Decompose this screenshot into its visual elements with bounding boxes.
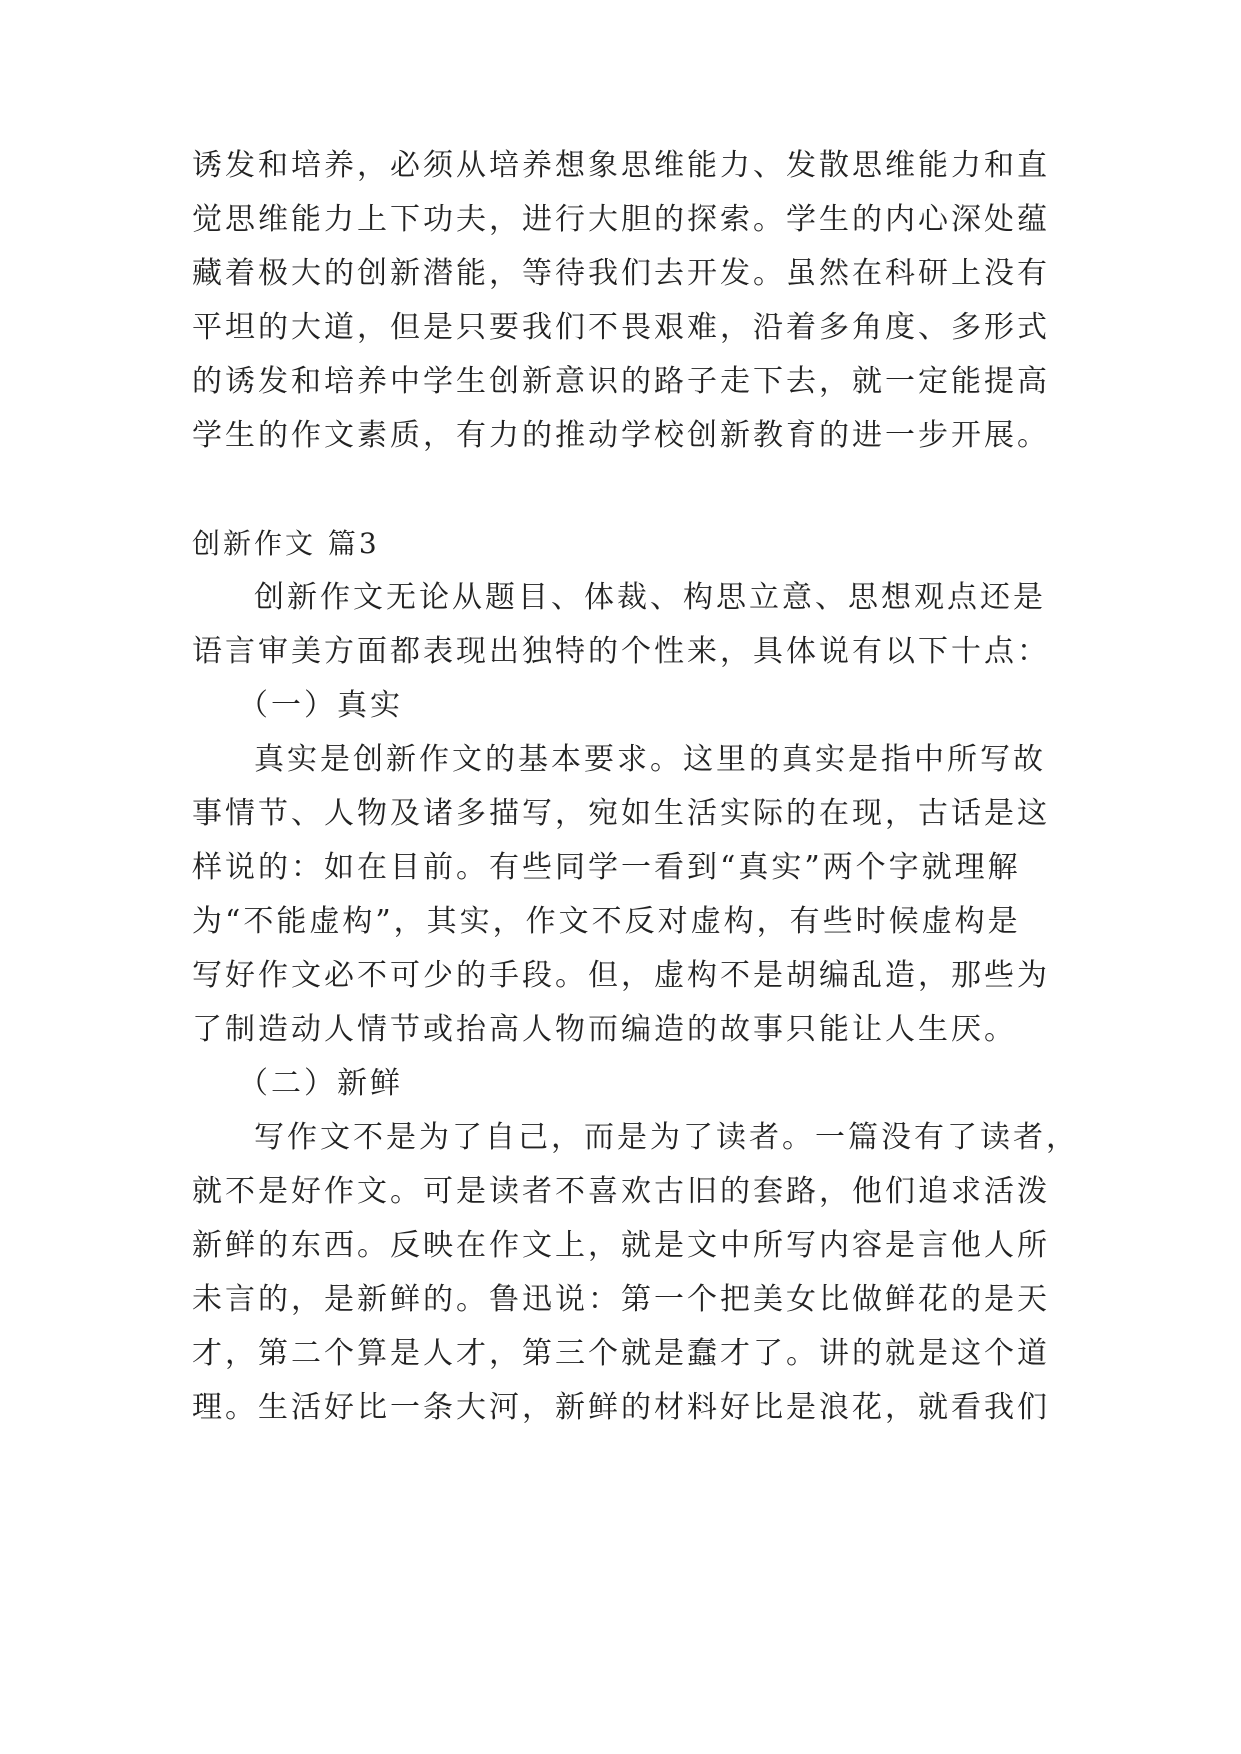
- point-1-line-2: 事情节、人物及诸多描写，宛如生活实际的在现，古话是这: [192, 796, 1050, 831]
- intro-line-2: 语言审美方面都表现出独特的个性来，具体说有以下十点：: [192, 634, 1050, 669]
- point-2-line-3: 新鲜的东西。反映在作文上，就是文中所写内容是言他人所: [192, 1228, 1050, 1263]
- point-2-line-1: 写作文不是为了自己，而是为了读者。一篇没有了读者，: [254, 1120, 1079, 1155]
- point-2-title: （二）新鲜: [238, 1066, 403, 1101]
- point-1-line-1: 真实是创新作文的基本要求。这里的真实是指中所写故: [254, 742, 1046, 777]
- point-2-line-5: 才，第二个算是人才，第三个就是蠢才了。讲的就是这个道: [192, 1336, 1050, 1371]
- paragraph-1-line-6: 学生的作文素质，有力的推动学校创新教育的进一步开展。: [192, 418, 1050, 453]
- section-heading: 创新作文 篇3: [192, 527, 380, 560]
- point-1-line-6: 了制造动人情节或抬高人物而编造的故事只能让人生厌。: [192, 1012, 1017, 1047]
- point-1-line-5: 写好作文必不可少的手段。但，虚构不是胡编乱造，那些为: [192, 958, 1050, 993]
- point-1-title: （一）真实: [238, 688, 403, 723]
- point-1-line-3: 样说的：如在目前。有些同学一看到“真实”两个字就理解: [192, 850, 1021, 885]
- intro-line-1: 创新作文无论从题目、体裁、构思立意、思想观点还是: [254, 580, 1046, 615]
- paragraph-1-line-4: 平坦的大道，但是只要我们不畏艰难，沿着多角度、多形式: [192, 310, 1050, 345]
- point-2-line-6: 理。生活好比一条大河，新鲜的材料好比是浪花，就看我们: [192, 1390, 1050, 1425]
- paragraph-1-line-1: 诱发和培养，必须从培养想象思维能力、发散思维能力和直: [192, 148, 1050, 183]
- paragraph-1-line-3: 藏着极大的创新潜能，等待我们去开发。虽然在科研上没有: [192, 256, 1050, 291]
- point-2-line-2: 就不是好作文。可是读者不喜欢古旧的套路，他们追求活泼: [192, 1174, 1050, 1209]
- point-1-line-4: 为“不能虚构”，其实，作文不反对虚构，有些时候虚构是: [192, 904, 1021, 939]
- paragraph-1-line-5: 的诱发和培养中学生创新意识的路子走下去，就一定能提高: [192, 364, 1050, 399]
- paragraph-1-line-2: 觉思维能力上下功夫，进行大胆的探索。学生的内心深处蕴: [192, 202, 1050, 237]
- point-2-line-4: 未言的，是新鲜的。鲁迅说：第一个把美女比做鲜花的是天: [192, 1282, 1050, 1317]
